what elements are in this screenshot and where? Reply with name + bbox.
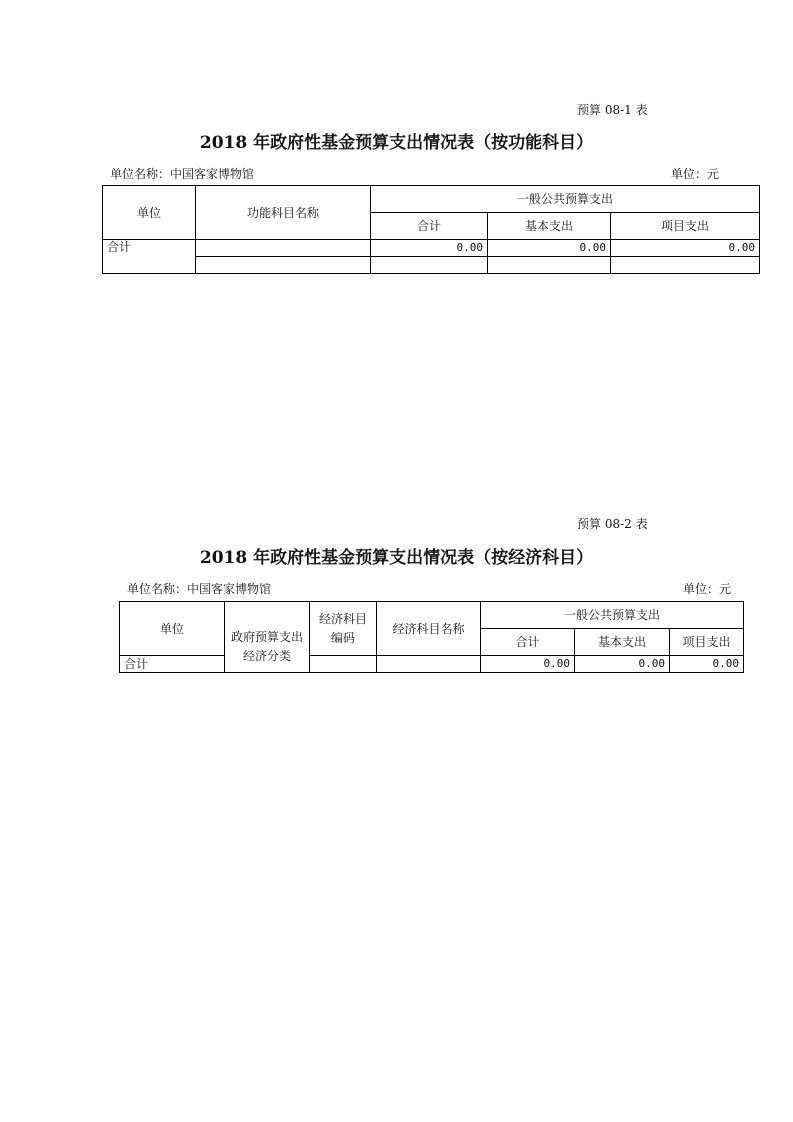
t1-row-project: 0.00 [611,240,760,257]
table2-unit-name: 单位名称：中国客家博物馆 [127,582,272,596]
t1-header-basic: 基本支出 [488,213,611,240]
t1-header-unit: 单位 [103,186,196,240]
t2-empty-cell [310,656,377,673]
t2-row-total: 0.00 [481,656,575,673]
t2-header-econ-name: 经济科目名称 [377,602,481,656]
t1-empty-cell [371,257,488,274]
t1-empty-cell [488,257,611,274]
table1-title: 2018 年政府性基金预算支出情况表（按功能科目） [199,133,594,153]
table1-code: 预算 08-1 表 [577,103,648,117]
table2-code: 预算 08-2 表 [577,517,648,531]
t2-header-econ-code: 经济科目编码 [310,602,377,656]
t2-header-basic: 基本支出 [575,629,670,656]
t2-header-unit: 单位 [120,602,225,656]
t2-header-project: 项目支出 [670,629,744,656]
table2-title: 2018 年政府性基金预算支出情况表（按经济科目） [199,548,594,568]
table-row [120,656,744,673]
t1-row-basic: 0.00 [488,240,611,257]
table-row [103,240,760,257]
t2-row-project: 0.00 [670,656,744,673]
table-row [103,257,760,274]
t1-row-unit: 合计 [103,240,196,274]
t1-header-func-name: 功能科目名称 [196,186,371,240]
t2-header-gov-class: 政府预算支出经济分类 [225,602,310,673]
t2-header-general: 一般公共预算支出 [481,602,744,629]
t1-empty-cell [611,257,760,274]
t1-header-total: 合计 [371,213,488,240]
t1-row-name [196,240,371,257]
t1-header-general: 一般公共预算支出 [371,186,760,213]
t2-header-total: 合计 [481,629,575,656]
table2-unit-label: 单位：元 [683,582,732,596]
table1-unit-name: 单位名称：中国客家博物馆 [110,167,255,181]
t2-row-unit: 合计 [120,656,225,673]
t1-header-project: 项目支出 [611,213,760,240]
t1-row-total: 0.00 [371,240,488,257]
table1 [102,185,760,274]
table1-unit-label: 单位：元 [671,167,720,181]
t1-empty-cell [196,257,371,274]
table2 [119,601,744,673]
t2-empty-cell [377,656,481,673]
t2-row-basic: 0.00 [575,656,670,673]
